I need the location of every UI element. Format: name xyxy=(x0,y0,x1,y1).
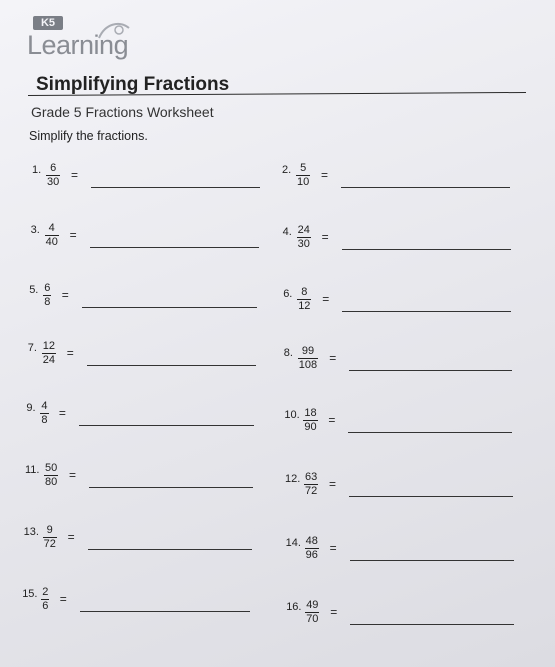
fraction-numerator: 50 xyxy=(45,462,58,474)
problem-number: 1. xyxy=(32,164,42,176)
fraction xyxy=(41,587,49,612)
problem-number: 16. xyxy=(286,600,302,613)
answer-blank[interactable] xyxy=(348,432,512,433)
fraction xyxy=(43,525,57,550)
fraction-denominator: 40 xyxy=(45,236,58,248)
problem-4 xyxy=(283,222,523,256)
fraction-numerator: 48 xyxy=(305,534,318,547)
equals-sign: = xyxy=(67,530,75,544)
fraction xyxy=(44,463,58,488)
problem-5 xyxy=(29,280,269,314)
fraction xyxy=(297,287,311,312)
fraction xyxy=(305,600,319,625)
fraction-numerator: 6 xyxy=(50,162,57,174)
fraction xyxy=(297,225,311,250)
problem-number: 10. xyxy=(284,409,300,422)
problem-12 xyxy=(285,469,525,503)
equals-sign: = xyxy=(58,406,66,420)
fraction-denominator: 8 xyxy=(44,296,51,308)
answer-blank[interactable] xyxy=(342,249,511,250)
equals-sign: = xyxy=(321,229,329,244)
equals-sign: = xyxy=(69,468,77,482)
equals-sign: = xyxy=(321,168,329,182)
fraction xyxy=(296,163,310,188)
problem-number: 5. xyxy=(29,284,39,296)
equals-sign: = xyxy=(66,346,74,360)
fraction-numerator: 8 xyxy=(301,285,308,298)
fraction xyxy=(45,223,59,248)
problem-15 xyxy=(22,584,262,618)
equals-sign: = xyxy=(71,168,79,182)
k5-learning-logo xyxy=(27,14,137,62)
answer-blank[interactable] xyxy=(349,370,512,371)
equals-sign: = xyxy=(61,288,69,302)
fraction-denominator: 96 xyxy=(305,548,318,561)
problem-6 xyxy=(283,284,523,318)
problem-13 xyxy=(24,522,264,556)
fraction xyxy=(42,341,56,366)
equals-sign: = xyxy=(329,351,337,366)
fraction-denominator: 90 xyxy=(304,421,317,434)
answer-blank[interactable] xyxy=(79,425,255,426)
fraction-numerator: 5 xyxy=(300,162,307,174)
fraction-denominator: 24 xyxy=(42,354,56,366)
fraction-numerator: 6 xyxy=(44,282,51,294)
fraction xyxy=(303,408,317,433)
problem-number: 2. xyxy=(282,164,292,176)
fraction xyxy=(40,401,48,426)
equals-sign: = xyxy=(328,413,336,428)
answer-blank[interactable] xyxy=(350,624,514,625)
answer-blank[interactable] xyxy=(341,187,510,188)
fraction-numerator: 24 xyxy=(297,223,310,236)
answer-blank[interactable] xyxy=(91,187,260,188)
fraction-denominator: 12 xyxy=(298,299,311,312)
worksheet-title: Simplifying Fractions xyxy=(36,74,230,95)
fraction-numerator: 63 xyxy=(305,471,318,483)
fraction-numerator: 12 xyxy=(42,340,56,352)
fraction-denominator: 70 xyxy=(306,612,319,625)
fraction-denominator: 30 xyxy=(47,176,60,188)
problem-2 xyxy=(282,160,522,194)
fraction-denominator: 108 xyxy=(298,359,318,372)
answer-blank[interactable] xyxy=(88,549,252,550)
fraction-denominator: 10 xyxy=(297,176,310,188)
fraction-denominator: 30 xyxy=(297,237,310,250)
fraction-denominator: 6 xyxy=(42,600,49,612)
problem-number: 12. xyxy=(285,473,301,485)
fraction-denominator: 8 xyxy=(41,414,48,426)
answer-blank[interactable] xyxy=(89,487,253,488)
fraction-numerator: 2 xyxy=(42,586,49,598)
equals-sign: = xyxy=(59,592,67,606)
problem-number: 9. xyxy=(26,402,36,414)
logo-text: Learning xyxy=(27,30,129,60)
problem-7 xyxy=(28,338,268,372)
fraction-numerator: 99 xyxy=(301,345,315,358)
problem-number: 8. xyxy=(283,347,293,360)
problem-number: 13. xyxy=(23,526,39,538)
equals-sign: = xyxy=(322,291,330,306)
problem-number: 11. xyxy=(25,464,40,476)
worksheet-instructions: Simplify the fractions. xyxy=(29,129,148,143)
answer-blank[interactable] xyxy=(82,307,258,308)
fraction-numerator: 4 xyxy=(41,400,48,412)
fraction xyxy=(304,472,318,497)
problem-number: 15. xyxy=(22,588,38,600)
problem-number: 14. xyxy=(285,536,301,549)
problem-11 xyxy=(25,460,265,494)
answer-blank[interactable] xyxy=(350,560,514,561)
fraction xyxy=(46,163,60,188)
equals-sign: = xyxy=(329,540,337,555)
problem-number: 3. xyxy=(30,224,40,236)
equals-sign: = xyxy=(330,604,338,619)
problem-number: 4. xyxy=(282,225,292,238)
problem-9 xyxy=(26,398,266,432)
fraction-denominator: 80 xyxy=(45,476,58,488)
fraction-numerator: 49 xyxy=(306,598,319,611)
answer-blank[interactable] xyxy=(80,611,251,612)
answer-blank[interactable] xyxy=(87,365,256,366)
fraction xyxy=(43,283,51,308)
problem-3 xyxy=(31,220,271,254)
problem-14 xyxy=(286,533,526,567)
equals-sign: = xyxy=(69,228,77,242)
equals-sign: = xyxy=(329,477,337,491)
problem-8 xyxy=(284,343,524,377)
answer-blank[interactable] xyxy=(90,247,259,248)
problem-16 xyxy=(286,597,526,631)
logo-badge: K5 xyxy=(33,16,63,30)
answer-blank[interactable] xyxy=(342,311,511,312)
answer-blank[interactable] xyxy=(349,496,513,497)
fraction-denominator: 72 xyxy=(305,485,318,497)
problem-10 xyxy=(284,405,524,439)
fraction-numerator: 18 xyxy=(304,407,317,420)
fraction xyxy=(305,536,319,561)
fraction-denominator: 72 xyxy=(43,538,56,550)
problem-number: 6. xyxy=(283,287,293,300)
worksheet-subtitle: Grade 5 Fractions Worksheet xyxy=(31,104,214,120)
fraction-numerator: 4 xyxy=(48,222,55,234)
fraction-numerator: 9 xyxy=(46,524,53,536)
fraction xyxy=(298,346,318,371)
problem-1 xyxy=(32,160,272,194)
problem-number: 7. xyxy=(27,342,37,354)
